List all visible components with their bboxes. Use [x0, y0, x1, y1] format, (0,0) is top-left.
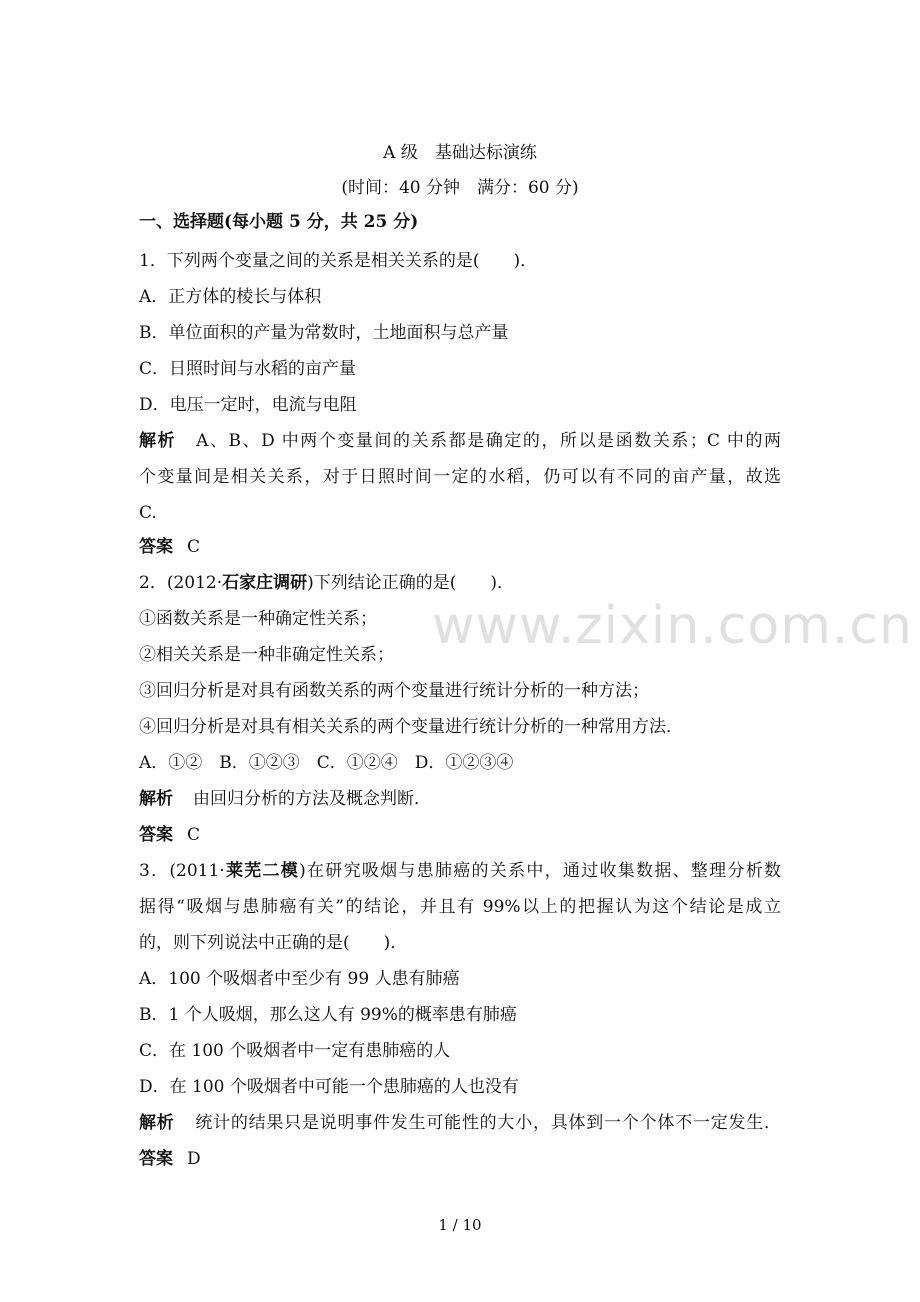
q1-answer-label: 答案 [139, 537, 173, 557]
q1-answer-value: C [187, 537, 201, 557]
q2-stem [139, 573, 514, 593]
q2-source: 石家庄调研 [222, 573, 308, 593]
q3-answer-label: 答案 [139, 1149, 173, 1169]
page-number: 1 / 10 [438, 1216, 482, 1234]
q3-option-d: D．在 100 个吸烟者中可能一个患肺癌的人也没有 [139, 1077, 519, 1097]
q1-answer [139, 537, 200, 557]
q2-statement-1: ①函数关系是一种确定性关系； [139, 609, 377, 629]
q2-answer-label: 答案 [139, 825, 173, 845]
q3-stem-line-1 [139, 861, 781, 881]
q2-statement-3: ③回归分析是对具有函数关系的两个变量进行统计分析的一种方法； [139, 681, 649, 701]
page-title: A 级 基础达标演练 [383, 143, 537, 163]
q2-analysis-text: 由回归分析的方法及概念判断． [193, 789, 431, 809]
q3-analysis [139, 1113, 781, 1133]
q3-source: 莱芜二模 [224, 861, 300, 881]
q1-analysis-line-2: 个变量间是相关关系，对于日照时间一定的水稻，仍可以有不同的亩产量，故选 [139, 467, 781, 487]
q2-analysis-label: 解析 [139, 789, 173, 809]
q1-analysis-line-3: C. [139, 503, 157, 523]
section-heading: 一、选择题(每小题 5 分，共 25 分) [139, 212, 419, 232]
q2-stem-text: )下列结论正确的是( )． [307, 573, 515, 593]
q2-analysis [139, 789, 431, 809]
q3-option-b: B．1 个人吸烟，那么这人有 99%的概率患有肺癌 [139, 1005, 517, 1025]
q2-answer-value: C [187, 825, 201, 845]
q1-option-a: A．正方体的棱长与体积 [139, 287, 322, 307]
page-subtitle: (时间：40 分钟 满分：60 分) [341, 178, 579, 198]
q1-analysis-text-1: A、B、D 中两个变量间的关系都是确定的，所以是函数关系；C 中的两 [196, 431, 782, 451]
q2-options: A．①② B．①②③ C．①②④ D．①②③④ [139, 753, 514, 773]
q3-option-a: A．100 个吸烟者中至少有 99 人患有肺癌 [139, 969, 460, 989]
q3-analysis-label: 解析 [139, 1113, 175, 1133]
q1-analysis-line-1 [139, 431, 781, 451]
q3-answer [139, 1149, 201, 1169]
q3-stem-line-2: 据得“吸烟与患肺癌有关”的结论，并且有 99%以上的把握认为这个结论是成立 [139, 897, 781, 917]
q3-option-c: C．在 100 个吸烟者中一定有患肺癌的人 [139, 1041, 451, 1061]
q3-number: 3．(2011· [139, 861, 225, 881]
q1-stem: 1．下列两个变量之间的关系是相关关系的是( )． [139, 251, 538, 271]
q1-option-b: B．单位面积的产量为常数时，土地面积与总产量 [139, 323, 509, 343]
watermark: www.zixin.com.cn [432, 596, 913, 656]
q3-stem-line-3: 的，则下列说法中正确的是( )． [139, 933, 408, 953]
q3-analysis-text: 统计的结果只是说明事件发生可能性的大小，具体到一个个体不一定发生． [194, 1113, 782, 1133]
q2-statement-2: ②相关关系是一种非确定性关系； [139, 645, 394, 665]
q3-stem-text-1: )在研究吸烟与患肺癌的关系中，通过收集数据、整理分析数 [299, 861, 782, 881]
q1-analysis-label: 解析 [139, 431, 177, 451]
q3-answer-value: D [187, 1149, 201, 1169]
q1-option-c: C．日照时间与水稻的亩产量 [139, 359, 357, 379]
q1-option-d: D．电压一定时，电流与电阻 [139, 395, 357, 415]
q2-answer [139, 825, 200, 845]
q2-statement-4: ④回归分析是对具有相关关系的两个变量进行统计分析的一种常用方法． [139, 717, 683, 737]
q2-number: 2．(2012· [139, 573, 223, 593]
